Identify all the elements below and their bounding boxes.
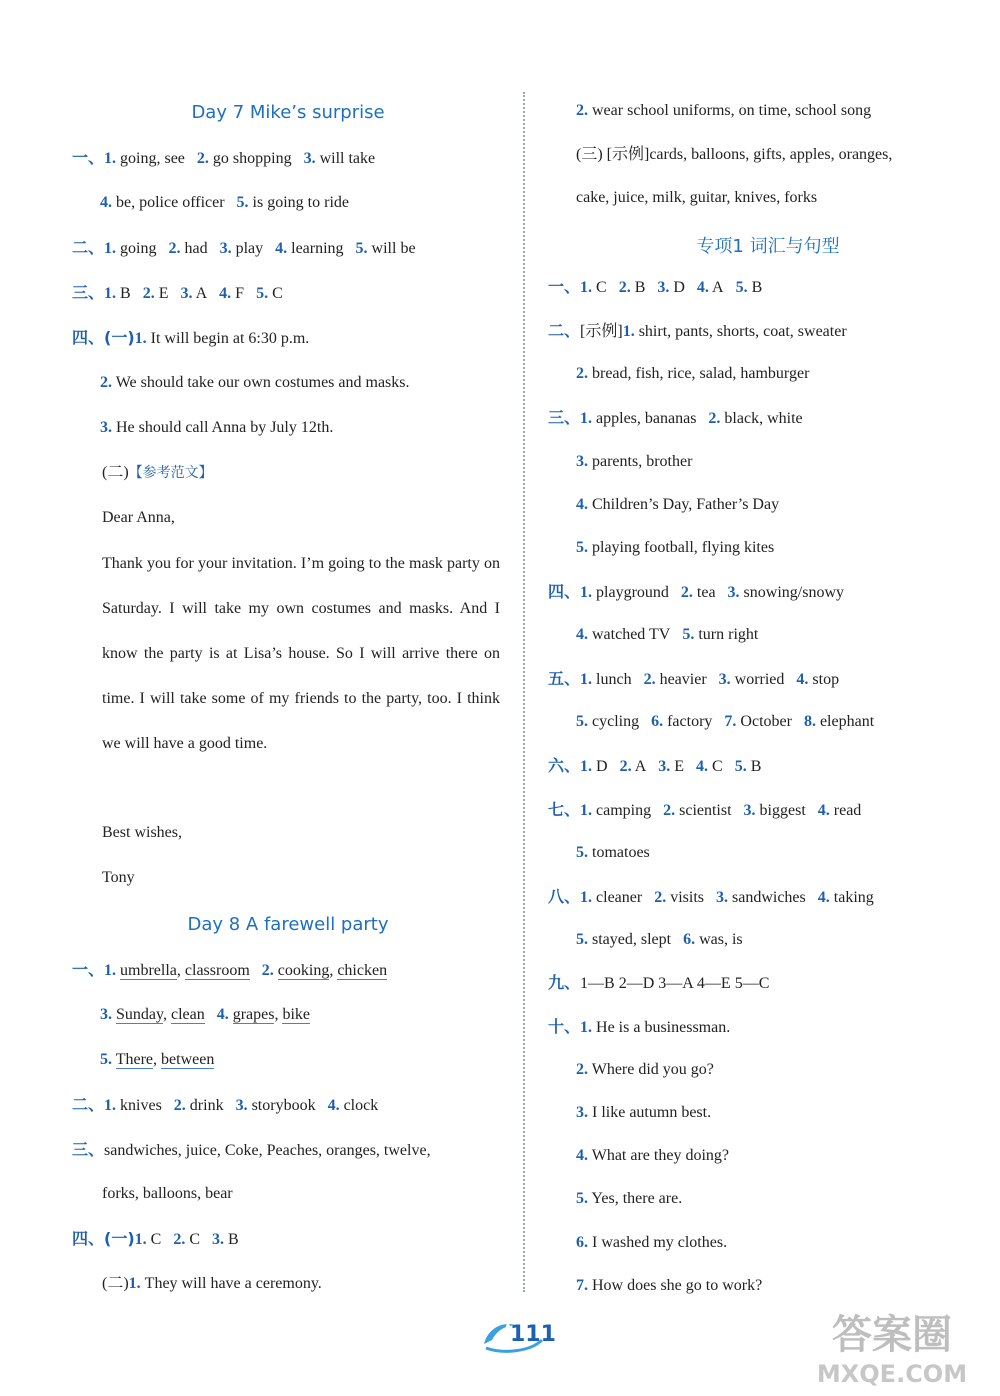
s3-line3: 4. Children’s Day, Father’s Day (576, 496, 780, 513)
d7-section3: 三、1. B 2. E 3. A 4. F 5. C (72, 283, 283, 302)
day7-title: Day 7 Mike’s surprise (191, 102, 385, 123)
s2-line2: 2. bread, fish, rice, salad, hamburger (576, 365, 810, 382)
s10-line2: 2. Where did you go? (576, 1061, 714, 1078)
top-line3: cake, juice, milk, guitar, knives, forks (576, 189, 818, 206)
d7-reference-label: (二)【参考范文】 (102, 464, 213, 481)
d8-section4-line1: 四、(一)1. C 2. C 3. B (72, 1229, 239, 1248)
watermark-logo (792, 1304, 992, 1390)
s5-line2: 5. cycling 6. factory 7. October 8. elephant (576, 713, 875, 730)
s3-line1: 三、1. apples, bananas 2. black, white (548, 408, 803, 427)
essay-signature: Tony (102, 869, 135, 886)
page-number (478, 1314, 556, 1354)
s10-line1: 十、1. He is a businessman. (548, 1017, 731, 1036)
s3-line4: 5. playing football, flying kites (576, 539, 775, 556)
s1: 一、1. C 2. B 3. D 4. A 5. B (548, 277, 763, 296)
s10-line4: 4. What are they doing? (576, 1147, 729, 1164)
d8-section1-line2: 3. Sunday, clean 4. grapes, bike (100, 1006, 311, 1023)
s4-line2: 4. watched TV 5. turn right (576, 626, 759, 643)
s2-line1: 二、[示例]1. shirt, pants, shorts, coat, sweater (548, 321, 847, 340)
s7-line2: 5. tomatoes (576, 844, 650, 861)
d8-section3-line1: 三、sandwiches, juice, Coke, Peaches, oranges, twelve, (72, 1140, 431, 1159)
d7-section2: 二、1. going 2. had 3. play 4. learning 5. will be (72, 238, 416, 257)
s9: 九、1—B 2—D 3—A 4—E 5—C (548, 973, 770, 992)
d7-section4-line3: 3. He should call Anna by July 12th. (100, 419, 334, 436)
watermark-text: 答案圈 (832, 1312, 952, 1358)
d7-section1-line2: 4. be, police officer 5. is going to ride (100, 194, 349, 211)
column-divider (523, 92, 525, 1292)
s6: 六、1. D 2. A 3. E 4. C 5. B (548, 756, 762, 775)
essay-body: Thank you for your invitation. I’m going to the mask party on Saturday. I will take my own costumes and masks. And I know the party is at Lisa’s house. So I will arrive there on time. I will take some of my friends to the party, too. I think we will have a good time. (102, 555, 500, 752)
s7-line1: 七、1. camping 2. scientist 3. biggest 4. read (548, 800, 862, 819)
section-title: 专项1 词汇与句型 (696, 236, 840, 257)
top-line1: 2. wear school uniforms, on time, school song (576, 102, 872, 119)
d7-section4-line2: 2. We should take our own costumes and masks. (100, 374, 410, 391)
d8-section1-line3: 5. There, between (100, 1051, 215, 1068)
watermark-url: MXQE.COM (816, 1360, 968, 1388)
s8-line1: 八、1. cleaner 2. visits 3. sandwiches 4. taking (548, 887, 874, 906)
s8-line2: 5. stayed, slept 6. was, is (576, 931, 743, 948)
s10-line5: 5. Yes, there are. (576, 1190, 683, 1207)
day8-title: Day 8 A farewell party (187, 914, 389, 935)
d7-section4-line1: 四、(一)1. It will begin at 6:30 p.m. (72, 328, 310, 347)
s10-line6: 6. I washed my clothes. (576, 1234, 728, 1251)
page-number-text: 111 (510, 1322, 556, 1347)
top-line2: (三) [示例]cards, balloons, gifts, apples, oranges, (576, 146, 893, 163)
d8-section1-line1: 一、1. umbrella, classroom 2. cooking, chicken (72, 960, 388, 979)
s10-line7: 7. How does she go to work? (576, 1277, 763, 1294)
s10-line3: 3. I like autumn best. (576, 1104, 712, 1121)
d7-section1-line1: 一、1. going, see 2. go shopping 3. will take (72, 148, 376, 167)
d8-section2: 二、1. knives 2. drink 3. storybook 4. clock (72, 1095, 379, 1114)
essay-closing: Best wishes, (102, 824, 182, 841)
s4-line1: 四、1. playground 2. tea 3. snowing/snowy (548, 582, 844, 601)
essay-greeting: Dear Anna, (102, 509, 175, 526)
s3-line2: 3. parents, brother (576, 453, 693, 470)
s5-line1: 五、1. lunch 2. heavier 3. worried 4. stop (548, 669, 840, 688)
d8-section3-line2: forks, balloons, bear (102, 1185, 233, 1202)
d8-section4-line2: (二)1. They will have a ceremony. (102, 1275, 322, 1292)
